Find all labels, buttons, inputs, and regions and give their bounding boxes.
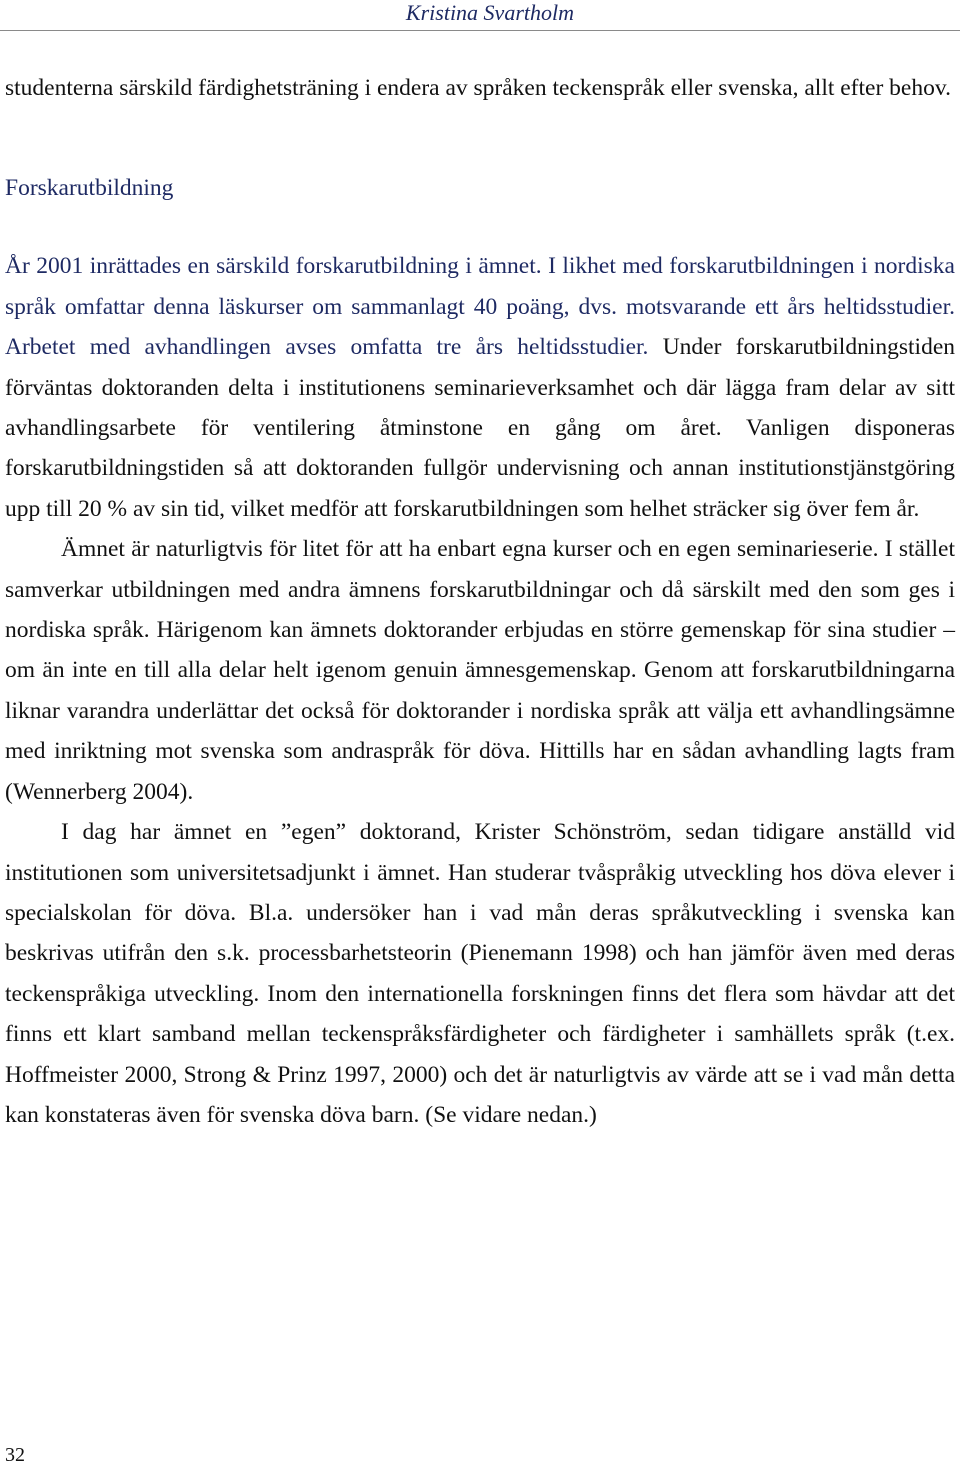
- paragraph-2: Ämnet är naturligtvis för litet för att ha enbart egna kurser och en egen seminarieserie. I stället samverkar utbildningen med andra ämnens forskarutbildningar och då särskilt med den som ges i nordiska språk. Härigenom kan ämnets doktorander erbjudas en större gemenskap för sina studier – om än inte en till alla delar helt igenom genuin ämnesgemenskap. Genom att forskarutbildningarna liknar varandra underlättar det också för doktorander i nordiska språk att välja ett avhandlingsämne med inriktning mot svenska som andraspråk för döva. Hittills har en sådan avhandling lagts fram (Wennerberg 2004).: [5, 536, 955, 805]
- paragraph-continued: studenterna särskild färdighetsträning i endera av språken teckenspråk eller svenska, allt efter behov.: [5, 75, 951, 101]
- page-number: 32: [5, 1444, 25, 1466]
- section-heading: Forskarutbildning: [5, 175, 174, 202]
- paragraph-1-rest: Under forskarutbildningstiden förväntas doktoranden delta i institutionens seminarieverksamhet och där lägga fram delar av sitt avhandlingsarbete för ventilering åtminstone en gång om året. Vanligen disponeras forskarutbildningstiden så att doktoranden fullgör undervisning och annan institutionstjänstgöring upp till 20 % av sin tid, vilket medför att forskarutbildningen som helhet sträcker sig över fem år.: [5, 334, 955, 522]
- header-rule: [0, 30, 960, 31]
- paragraph-1: [5, 246, 955, 529]
- paragraph-1-highlight: År 2001 inrättades en särskild forskarutbildning i ämnet. I likhet med forskarutbildningen i nordiska språk omfattar denna läskurser om sammanlagt 40 poäng, dvs. motsvarande ett års heltidsstudier. Arbetet med avhandlingen avses omfatta tre års heltidsstudier.: [5, 253, 955, 361]
- paragraph-3: I dag har ämnet en ”egen” doktorand, Krister Schönström, sedan tidigare anställd vid institutionen som universitetsadjunkt i ämnet. Han studerar tvåspråkig utveckling hos döva elever i specialskolan för döva. Bl.a. undersöker han i vad mån deras språkutveckling i svenska kan beskrivas utifrån den s.k. processbarhetsteorin (Pienemann 1998) och han jämför även med deras teckenspråkiga utveckling. Inom den internationella forskningen finns det flera som hävdar att det finns ett klart samband mellan teckenspråksfärdigheter och färdigheter i samhällets språk (t.ex. Hoffmeister 2000, Strong & Prinz 1997, 2000) och det är naturligtvis av värde att se i vad mån detta kan konstateras även för svenska döva barn. (Se vidare nedan.): [5, 819, 955, 1128]
- running-header: [0, 0, 960, 31]
- body-text: [5, 68, 955, 1135]
- header-author: Kristina Svartholm: [405, 0, 574, 25]
